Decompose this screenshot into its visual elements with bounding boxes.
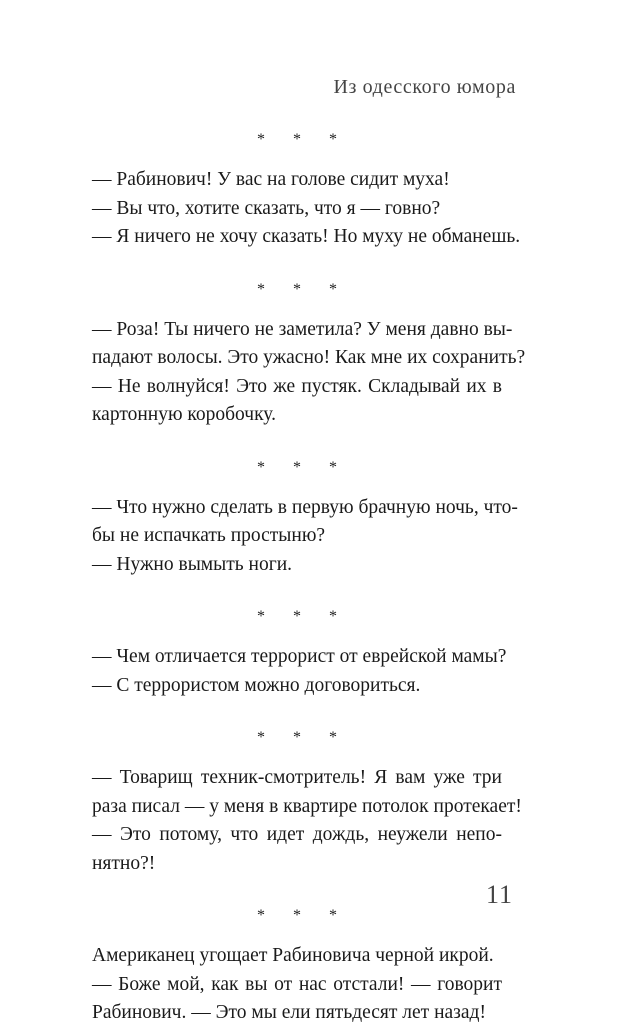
section-separator: * * * xyxy=(257,280,349,298)
joke-line: Рабинович. — Это мы ели пятьдесят лет назад! xyxy=(92,1002,486,1023)
joke-line: — Нужно вымыть ноги. xyxy=(92,553,293,575)
page-body xyxy=(92,128,526,1028)
joke-line: бы не испачкать простыню? xyxy=(92,525,326,546)
joke-line: раза писал — у меня в квартире потолок протекает! xyxy=(92,795,522,817)
section-separator: * * * xyxy=(257,131,349,148)
joke-line: картонную коробочку. xyxy=(92,404,276,425)
joke-line: — Что нужно сделать в первую брачную ночь, что- xyxy=(92,496,518,518)
joke-2 xyxy=(92,278,526,430)
section-separator: * * * xyxy=(257,608,349,625)
joke-line: — Товарищ техник-смотритель! Я вам уже три xyxy=(92,767,502,788)
joke-line: — Боже мой, как вы от нас отстали! — говорит xyxy=(92,973,502,995)
joke-line: — Рабинович! У вас на голове сидит муха! xyxy=(92,169,450,190)
joke-1 xyxy=(92,128,521,252)
joke-line: падают волосы. Это ужасно! Как мне их сохранить? xyxy=(92,347,526,368)
section-separator: * * * xyxy=(257,458,349,476)
section-separator: * * * xyxy=(257,907,349,924)
joke-4 xyxy=(92,605,507,700)
joke-line: — Это потому, что идет дождь, неужели непо- xyxy=(92,824,502,845)
joke-6 xyxy=(92,904,502,1028)
joke-line: — Чем отличается террорист от еврейской мамы? xyxy=(92,646,507,667)
joke-line: Американец угощает Рабиновича черной икрой. xyxy=(92,945,494,966)
section-separator: * * * xyxy=(257,729,349,746)
joke-line: нятно?! xyxy=(92,852,156,874)
joke-line: — Не волнуйся! Это же пустяк. Складывай их в xyxy=(92,375,502,397)
joke-line: — Вы что, хотите сказать, что я — говно? xyxy=(92,197,441,219)
joke-line: — С террористом можно договориться. xyxy=(92,674,421,696)
running-head: Из одесского юмора xyxy=(333,76,516,98)
joke-line: — Роза! Ты ничего не заметила? У меня давно вы- xyxy=(92,318,513,340)
joke-line: — Я ничего не хочу сказать! Но муху не обманешь. xyxy=(92,226,521,247)
joke-5 xyxy=(92,726,522,878)
page-number: 11 xyxy=(485,880,513,909)
joke-3 xyxy=(92,456,518,580)
